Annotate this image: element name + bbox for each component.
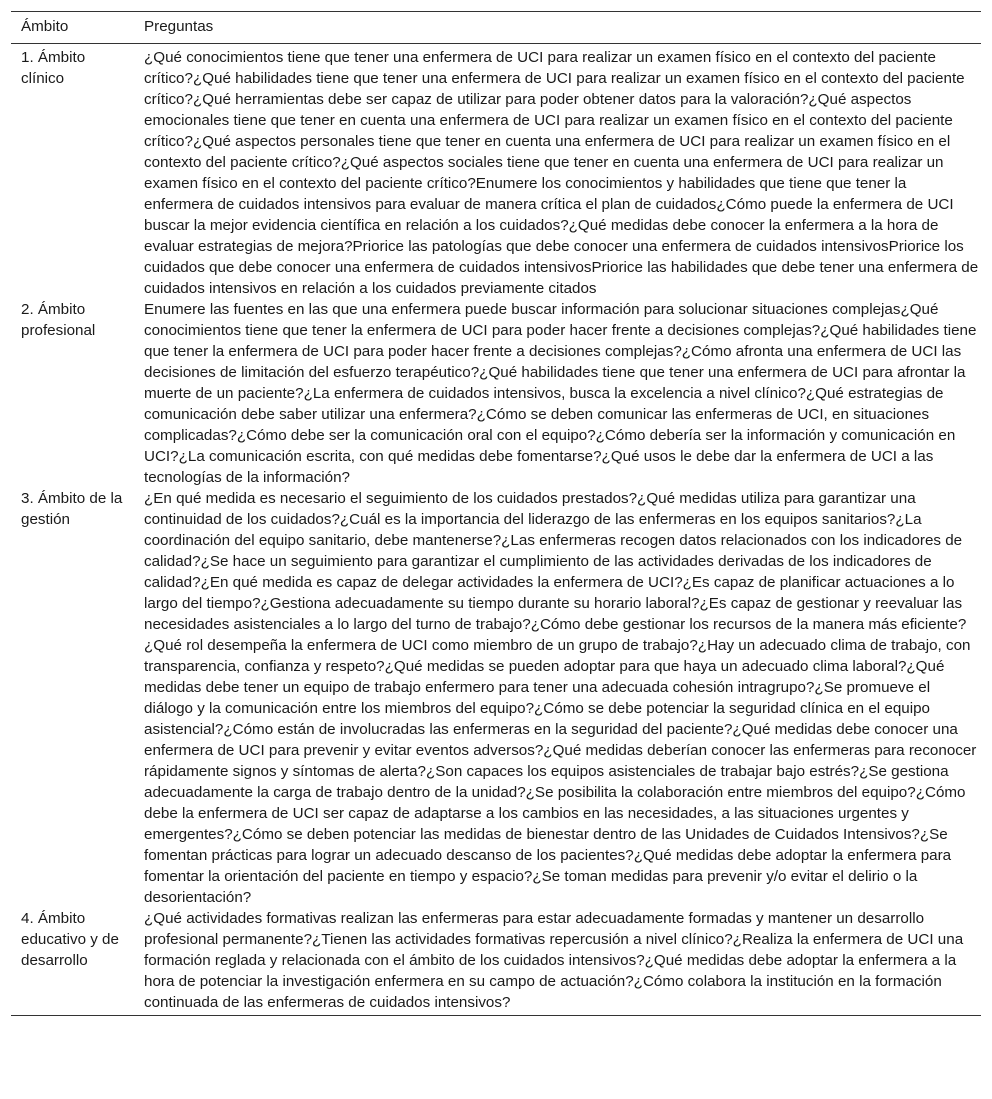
header-ambito: Ámbito <box>21 18 69 35</box>
header-row <box>11 12 981 44</box>
row-ambito: 4. Ámbito educativo y de desarrollo <box>21 910 119 969</box>
row-preguntas: ¿Qué conocimientos tiene que tener una enfermera de UCI para realizar un examen físico en el contexto del paciente crítico?¿Qué habilidades tiene que tener una enfermera de UCI para realizar un examen físico en el contexto del paciente crítico?¿Qué herramientas debe ser capaz de utilizar para poder obtener datos para la valoración?¿Qué aspectos emocionales tiene que tener en cuenta una enfermera de UCI para realizar un examen físico en el contexto del paciente crítico?¿Qué aspectos personales tiene que tener en cuenta una enfermera de UCI para realizar un examen físico en el contexto del paciente crítico?¿Qué aspectos sociales tiene que tener en cuenta una enfermera de UCI para realizar un examen físico en el contexto del paciente crítico?Enumere los conocimientos y habilidades que tiene que tener la enfermera de cuidados intensivos para evaluar de manera crítica el plan de cuidados¿Cómo puede la enfermera de UCI buscar la mejor evidencia científica en relación a los cuidados?¿Qué medidas debe conocer la enfermera a la hora de evaluar estrategias de mejora?Priorice las patologías que debe conocer una enfermera de cuidados intensivosPriorice los cuidados que debe conocer una enfermera de cuidados intensivosPriorice las habilidades que debe tener una enfermera de cuidados intensivos en relación a los cuidados previamente citados <box>144 49 979 297</box>
table-header <box>11 12 981 44</box>
questions-table <box>11 11 981 1016</box>
row-ambito: 2. Ámbito profesional <box>21 301 96 339</box>
table-row <box>11 908 981 1016</box>
row-ambito: 1. Ámbito clínico <box>21 49 86 87</box>
row-preguntas: ¿Qué actividades formativas realizan las enfermeras para estar adecuadamente formadas y mantener un desarrollo profesional permanente?¿Tienen las actividades formativas repercusión a nivel clínico?¿Realiza la enfermera de UCI una formación reglada y relacionada con el ámbito de los cuidados intensivos?¿Qué medidas debe adoptar la enfermera a la hora de potenciar la investigación enfermera en su campo de actuación?¿Cómo colabora la institución en la formación continuada de las enfermeras de cuidados intensivos? <box>144 910 964 1011</box>
row-preguntas: ¿En qué medida es necesario el seguimiento de los cuidados prestados?¿Qué medidas utiliza para garantizar una continuidad de los cuidados?¿Cuál es la importancia del liderazgo de las enfermeras en los equipos sanitarios?¿La coordinación del equipo sanitario, debe mantenerse?¿Las enfermeras recogen datos relacionados con los indicadores de calidad?¿Se hace un seguimiento para garantizar el cumplimiento de las actividades derivadas de los indicadores de calidad?¿En qué medida es capaz de delegar actividades la enfermera de UCI?¿Es capaz de planificar actuaciones a lo largo del tiempo?¿Gestiona adecuadamente su tiempo durante su horario laboral?¿Es capaz de gestionar y reevaluar las necesidades asistenciales a lo largo del turno de trabajo?¿Cómo debe gestionar los recursos de la manera más eficiente?¿Qué rol desempeña la enfermera de UCI como miembro de un grupo de trabajo?¿Hay un adecuado clima de trabajo, con transparencia, confianza y respeto?¿Qué medidas se pueden adoptar para que haya un adecuado clima laboral?¿Qué medidas debe tener un equipo de trabajo enfermero para tener una adecuada cohesión intragrupo?¿Se promueve el diálogo y la comunicación entre los miembros del equipo?¿Cómo se debe potenciar la seguridad clínica en el equipo asistencial?¿Cómo están de involucradas las enfermeras en la seguridad del paciente?¿Qué medidas debe conocer una enfermera de UCI para prevenir y evitar eventos adversos?¿Qué medidas deberían conocer las enfermeras para reconocer rápidamente signos y síntomas de alerta?¿Son capaces los equipos asistenciales de trabajar bajo estrés?¿Se gestiona adecuadamente la carga de trabajo dentro de la unidad?¿Se posibilita la colaboración entre miembros del equipo?¿Cómo debe la enfermera de UCI ser capaz de adaptarse a los cambios en las necesidades, a las situaciones urgentes y emergentes?¿Cómo se deben potenciar las medidas de bienestar dentro de las Unidades de Cuidados Intensivos?¿Se fomentan prácticas para lograr un adecuado descanso de los pacientes?¿Qué medidas debe adoptar la enfermera para fomentar la orientación del paciente en tiempo y espacio?¿Se toman medidas para prevenir y/o evitar el delirio o la desorientación? <box>144 490 977 906</box>
table-body <box>11 44 981 1016</box>
row-ambito: 3. Ámbito de la gestión <box>21 490 123 528</box>
row-preguntas: Enumere las fuentes en las que una enfermera puede buscar información para solucionar situaciones complejas¿Qué conocimientos tiene que tener la enfermera de UCI para poder hacer frente a decisiones complejas?¿Qué habilidades tiene que tener la enfermera de UCI para poder hacer frente a decisiones complejas?¿Cómo afronta una enfermera de UCI las decisiones de limitación del esfuerzo terapéutico?¿Qué habilidades tiene que tener una enfermera de UCI para afrontar la muerte de un paciente?¿La enfermera de cuidados intensivos, busca la excelencia a nivel clínico?¿Qué estrategias de comunicación debe saber utilizar una enfermera?¿Cómo se deben comunicar las enfermeras de UCI, en situaciones complicadas?¿Cómo debe ser la comunicación oral con el equipo?¿Cómo debería ser la información y comunicación en UCI?¿La comunicación escrita, con qué medidas debe fomentarse?¿Qué usos le debe dar la enfermera de UCI a las tecnologías de la información? <box>144 301 977 486</box>
table-row <box>11 488 981 908</box>
table-row <box>11 44 981 300</box>
header-preguntas: Preguntas <box>144 18 214 35</box>
table-row <box>11 299 981 488</box>
questions-table-container <box>11 11 981 1016</box>
